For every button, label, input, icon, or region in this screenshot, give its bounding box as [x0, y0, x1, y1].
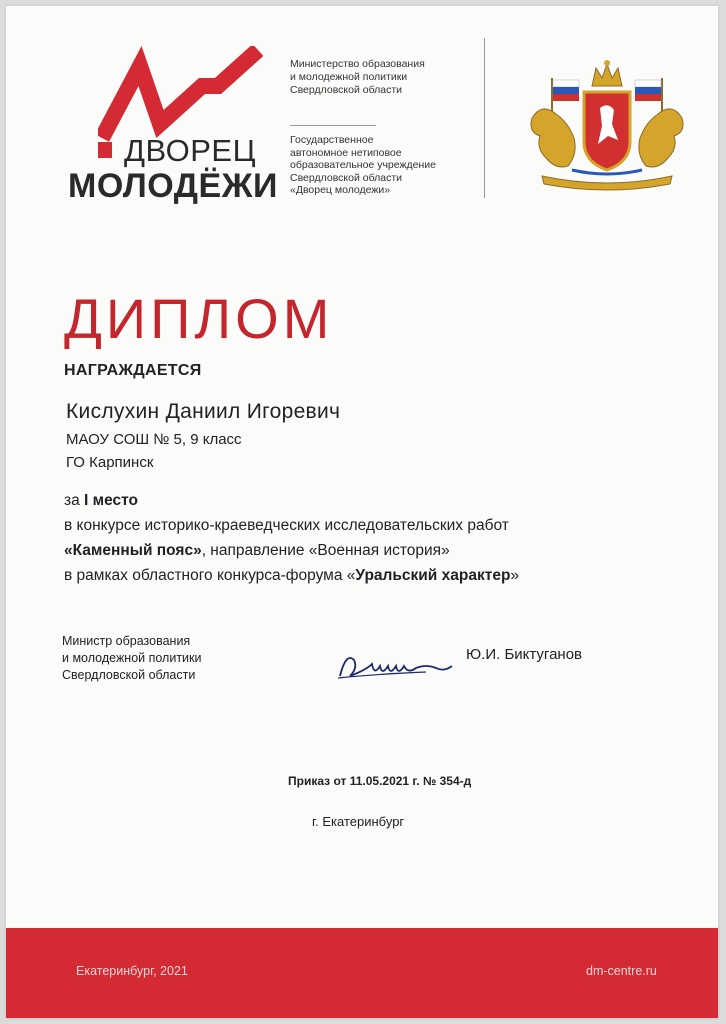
contest-direction: , направление «Военная история» — [201, 542, 450, 559]
reason-line-3 — [64, 538, 519, 563]
issue-place: г. Екатеринбург — [312, 814, 405, 829]
diploma-page — [6, 6, 718, 1018]
ministry-name — [290, 58, 425, 97]
recipient-school: МАОУ СОШ № 5, 9 класс — [66, 431, 242, 448]
institution-line: образовательное учреждение — [290, 159, 436, 171]
position-line: и молодежной политики — [62, 651, 202, 665]
coat-of-arms-icon — [512, 58, 702, 198]
institution-line: «Дворец молодежи» — [290, 184, 391, 196]
signatory-name: Ю.И. Биктуганов — [466, 646, 583, 663]
signatory-position — [62, 633, 202, 684]
ministry-line: Министерство образования — [290, 58, 425, 70]
institution-name — [290, 134, 436, 197]
diploma-title: ДИПЛОМ — [64, 287, 334, 350]
position-line: Министр образования — [62, 634, 191, 648]
recipient-name: Кислухин Даниил Игоревич — [66, 400, 341, 423]
signature-icon — [336, 646, 456, 686]
award-reason — [64, 488, 519, 588]
footer-place-year: Екатеринбург, 2021 — [76, 964, 188, 978]
reason-line-2: в конкурсе историко-краеведческих исследовательских работ — [64, 517, 509, 534]
ministry-line: и молодежной политики — [290, 71, 408, 83]
header-divider — [290, 125, 376, 126]
contest-name: «Каменный пояс» — [64, 542, 202, 559]
ministry-line: Свердловской области — [290, 84, 403, 96]
header-vertical-divider — [484, 38, 485, 198]
reason-prefix: за — [64, 492, 85, 509]
footer-band — [6, 928, 718, 1018]
awarded-heading: НАГРАЖДАЕТСЯ — [64, 362, 202, 379]
logo-text-palace: ДВОРЕЦ — [124, 133, 257, 168]
recipient-city: ГО Карпинск — [66, 454, 154, 471]
logo-text-youth: МОЛОДЁЖИ — [68, 167, 278, 205]
order-reference: Приказ от 11.05.2021 г. № 354-д — [288, 774, 472, 788]
reason-line-1 — [64, 488, 519, 513]
footer-website: dm-centre.ru — [586, 964, 657, 978]
institution-line: Государственное — [290, 134, 374, 146]
institution-line: автономное нетиповое — [290, 146, 402, 159]
institution-line: Свердловской области — [290, 171, 403, 184]
forum-prefix: в рамках областного конкурса-форума « — [64, 567, 356, 584]
award-place: I место — [84, 492, 139, 509]
reason-line-4 — [64, 563, 519, 588]
forum-suffix: » — [510, 567, 520, 584]
forum-name: Уральский характер — [355, 567, 511, 584]
position-line: Свердловской области — [62, 668, 196, 682]
